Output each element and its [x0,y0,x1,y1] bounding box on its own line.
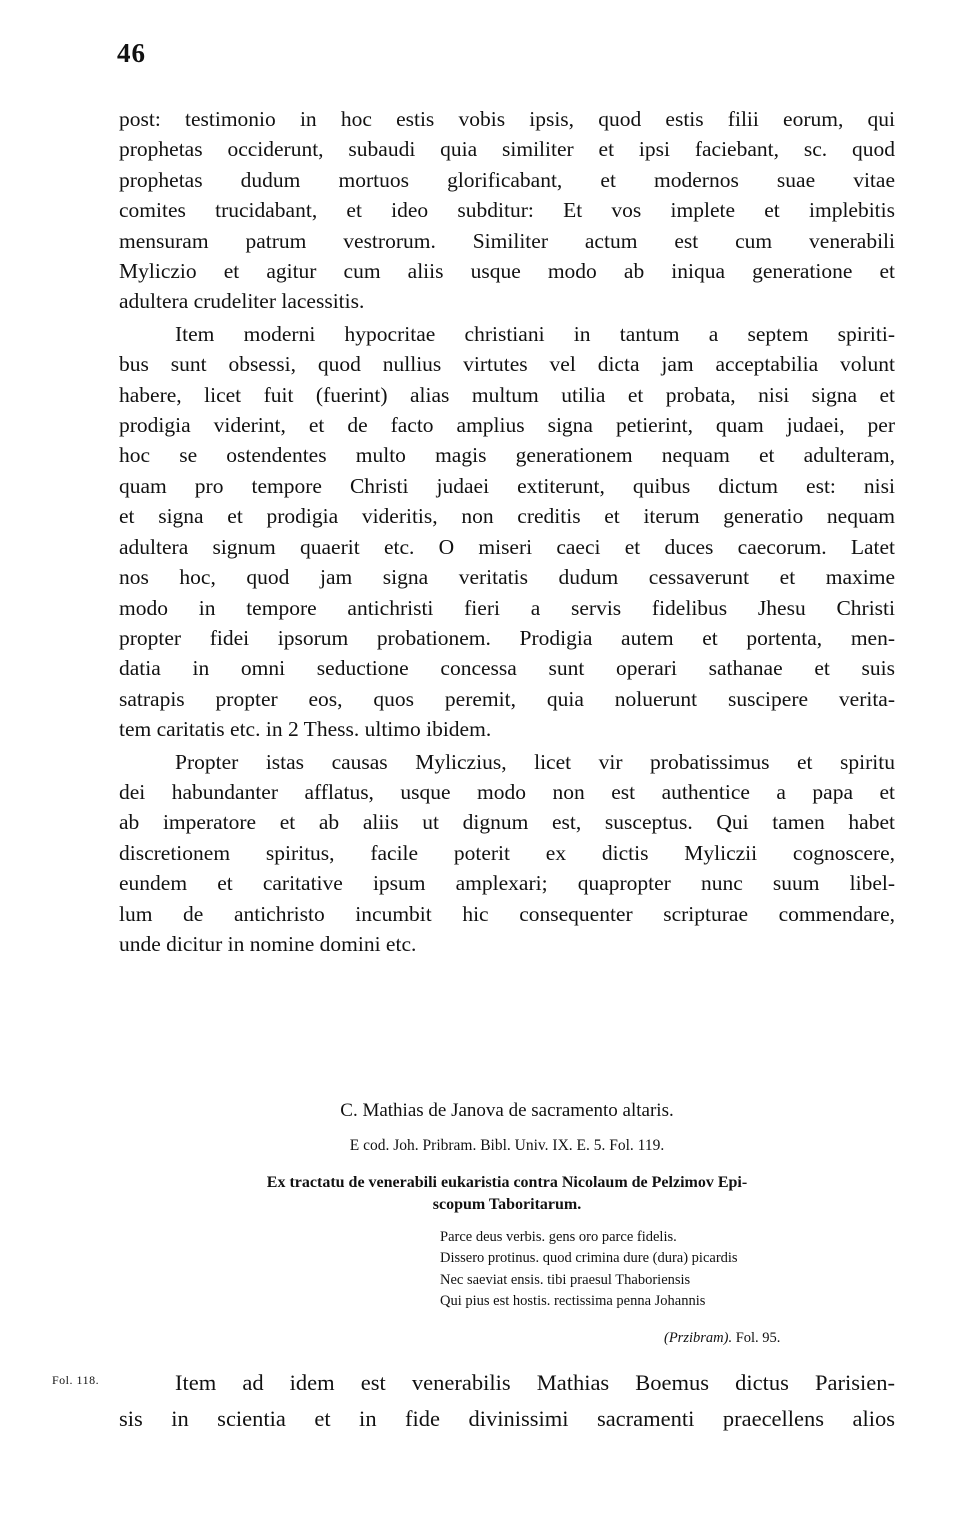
text-line: et signa et prodigia videritis, non creditis et iterum generatio nequam [119,504,895,529]
excerpt-heading [119,1172,895,1216]
text-line: nos hoc, quod jam signa veritatis dudum cessaverunt et maxime [119,565,895,590]
verse-reference [664,1330,780,1347]
text-line: Propter istas causas Myliczius, licet vir probatissimus et spiritu [175,749,895,774]
excerpt-heading-line: Ex tractatu de venerabili eukaristia contra Nicolaum de Pelzimov Epi- [266,1174,748,1191]
verse-line: Nec saeviat ensis. tibi praesul Thaboriensis [440,1271,691,1288]
paragraph-3 [119,747,895,960]
paragraph-2 [119,319,895,745]
verse-block [440,1227,738,1312]
text-line: Item ad idem est venerabilis Mathias Boemus dictus Parisien- [175,1370,895,1395]
text-line: prophetas dudum mortuos glorificabant, et modernos suae vitae [119,167,895,192]
verse-reference-name: (Przibram). [664,1330,733,1346]
verse-reference-folio: Fol. 95. [735,1330,781,1346]
text-line: prodigia viderint, et de facto amplius signa petierint, quam judaei, per [119,413,895,438]
codex-reference: E cod. Joh. Pribram. Bibl. Univ. IX. E. 5. Fol. 119. [349,1137,665,1154]
bottom-paragraph [119,1365,895,1437]
text-line: satrapis propter eos, quos peremit, quia noluerunt suscipere verita- [119,686,895,711]
text-line: bus sunt obsessi, quod nullius virtutes vel dicta jam acceptabilia volunt [119,352,895,377]
text-line: dei habundanter afflatus, usque modo non est authentice a papa et [119,779,895,804]
text-line: Item moderni hypocritae christiani in tantum a septem spiriti- [175,321,895,346]
source-title: C. Mathias de Janova de sacramento altaris. [340,1100,674,1121]
text-line: adultera crudeliter lacessitis. [119,289,365,314]
text-line: comites trucidabant, et ideo subditur: Et vos implete et implebitis [119,198,895,223]
verse-line: Qui pius est hostis. rectissima penna Johannis [440,1292,706,1309]
text-line: discretionem spiritus, facile poterit ex dictis Myliczii cognoscere, [119,840,895,865]
text-line: sis in scientia et in fide divinissimi sacramenti praecellens alios [119,1406,895,1431]
text-line: modo in tempore antichristi fieri a servis fidelibus Jhesu Christi [119,595,895,620]
text-line: adultera signum quaerit etc. O miseri caeci et duces caecorum. Latet [119,534,895,559]
text-line: ab imperatore et ab aliis ut dignum est, susceptus. Qui tamen habet [119,810,895,835]
paragraph-1 [119,104,895,317]
text-line: hoc se ostendentes multo magis generationem nequam et adulteram, [119,443,895,468]
margin-folio-note: Fol. 118. [52,1373,100,1387]
text-line: datia in omni seductione concessa sunt operari sathanae et suis [119,656,895,681]
text-line: quam pro tempore Christi judaei extiterunt, quibus dictum est: nisi [119,473,895,498]
page-number: 46 [117,38,146,68]
text-line: Myliczio et agitur cum aliis usque modo ab iniqua generatione et [119,259,895,284]
text-line: mensuram patrum vestrorum. Similiter actum est cum venerabili [119,228,895,253]
text-line: lum de antichristo incumbit hic consequenter scripturae commendare, [119,901,895,926]
text-line: habere, licet fuit (fuerint) alias multum utilia et probata, nisi signa et [119,382,895,407]
text-line: unde dicitur in nomine domini etc. [119,931,417,956]
text-line: eundem et caritative ipsum amplexari; quapropter nunc suum libel- [119,871,895,896]
verse-line: Dissero protinus. quod crimina dure (dura) picardis [440,1250,738,1267]
text-line: propter fidei ipsorum probationem. Prodigia autem et portenta, men- [119,625,895,650]
text-line: tem caritatis etc. in 2 Thess. ultimo ibidem. [119,717,492,742]
text-line: prophetas occiderunt, subaudi quia similiter et ipsi faciebant, sc. quod [119,137,895,162]
text-line: post: testimonio in hoc estis vobis ipsis, quod estis filii eorum, qui [119,107,895,131]
main-text [119,104,895,959]
verse-line: Parce deus verbis. gens oro parce fidelis. [440,1229,677,1245]
excerpt-heading-line: scopum Taboritarum. [432,1196,582,1213]
